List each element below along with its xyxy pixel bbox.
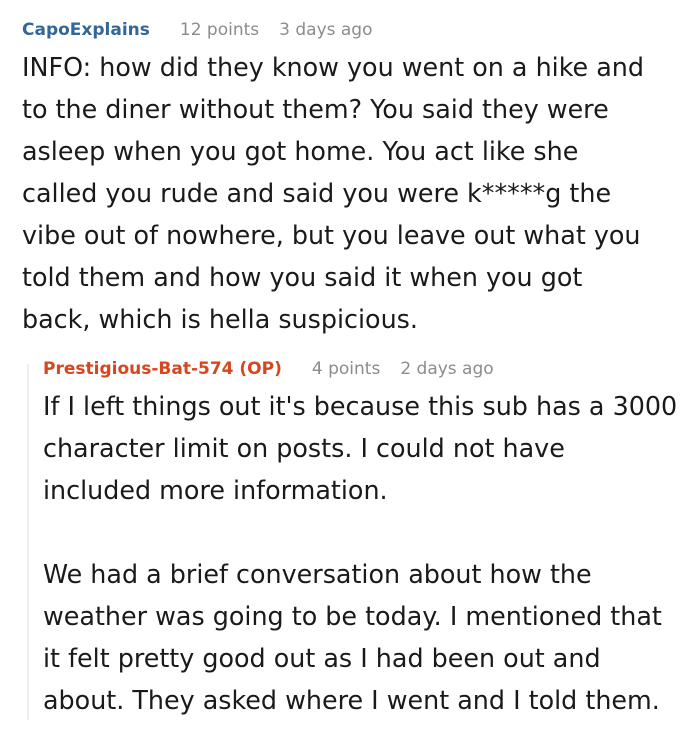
comment-line: character limit on posts. I could not have	[43, 433, 565, 463]
comment-timestamp[interactable]: 3 days ago	[279, 20, 373, 40]
comment-line: vibe out of nowhere, but you leave out what you	[22, 220, 641, 250]
comment-line: back, which is hella suspicious.	[22, 304, 418, 334]
comment-line: If I left things out it's because this sub has a 3000	[43, 391, 678, 421]
comment-body	[22, 46, 698, 340]
comment-body	[43, 385, 698, 721]
comment-meta	[43, 339, 698, 380]
comment-author[interactable]: Prestigious-Bat-574 (OP)	[43, 359, 282, 379]
comment-line: asleep when you got home. You act like she	[22, 136, 579, 166]
reply-thread-line[interactable]	[27, 364, 29, 720]
comment-line: called you rude and said you were k*****g the	[22, 178, 612, 208]
comment-timestamp[interactable]: 2 days ago	[400, 359, 494, 379]
comment-line: told them and how you said it when you got	[22, 262, 583, 292]
comment-capoexplains	[22, 0, 698, 340]
comment-line: included more information.	[43, 475, 388, 505]
comment-line: We had a brief conversation about how the	[43, 559, 592, 589]
comment-line: weather was going to be today. I mentioned that	[43, 601, 662, 631]
comment-line: it felt pretty good out as I had been out and	[43, 643, 601, 673]
comment-meta	[22, 0, 698, 41]
comment-prestigious-bat-574	[43, 339, 698, 721]
comment-points: 12 points	[179, 20, 260, 40]
comment-author[interactable]: CapoExplains	[22, 20, 150, 40]
comment-line: INFO: how did they know you went on a hike and	[22, 52, 644, 82]
comment-points: 4 points	[311, 359, 381, 379]
comment-line: to the diner without them? You said they were	[22, 94, 609, 124]
comment-line: about. They asked where I went and I told them.	[43, 685, 660, 715]
